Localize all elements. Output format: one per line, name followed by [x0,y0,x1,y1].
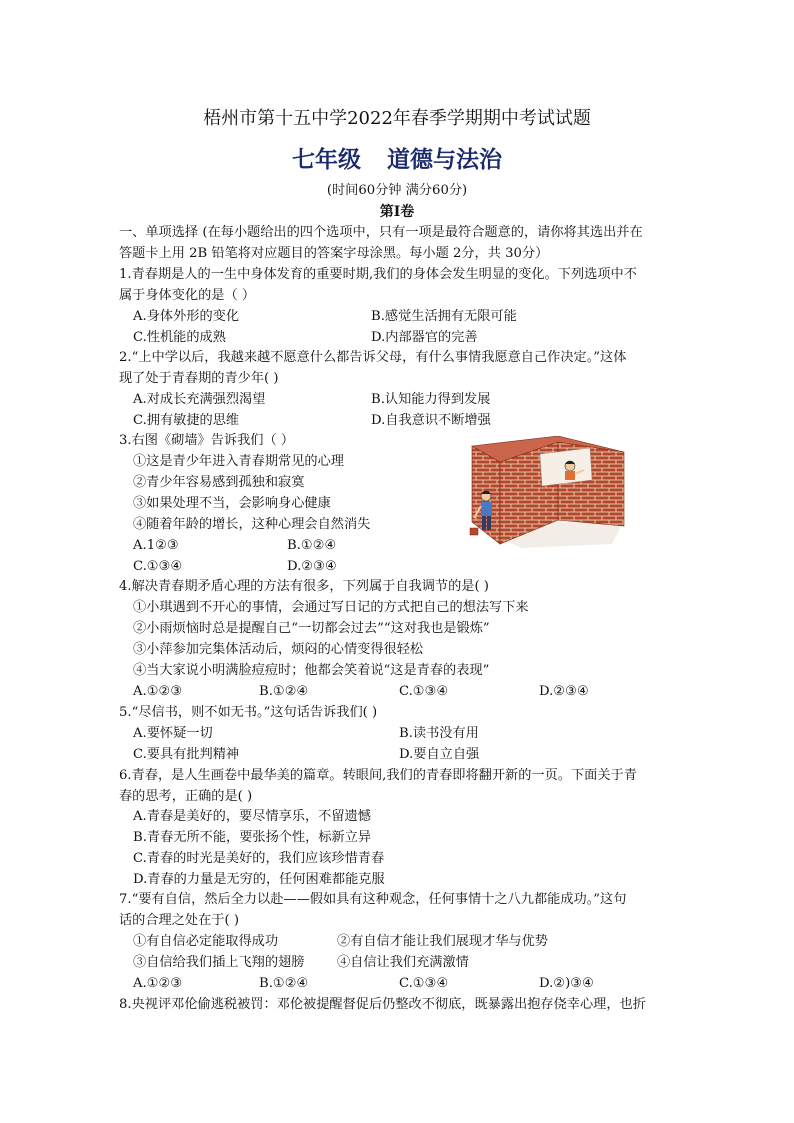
q5-option-d: D.要自立自强 [399,747,480,762]
q2-stem-line2: 现了处于青春期的青少年( ) [119,371,279,386]
q3-option-d: D.②③④ [287,559,337,574]
subject-label: 道德与法治 [387,146,502,173]
q6-stem-line1: 6.青春，是人生画卷中最华美的篇章。转眼间,我们的青春即将翻开新的一页。下面关于青 [119,768,637,783]
q7-item-1: ①有自信必定能取得成功 [133,934,279,949]
q7-option-a: A.①②③ [133,976,183,991]
q3-item-2: ②青少年容易感到孤独和寂寞 [133,475,305,490]
q7-item-4: ④自信让我们充满激情 [337,955,469,970]
exam-title: 梧州市第十五中学2022年春季学期期中考试试题 [203,108,591,129]
q1-option-a: A.身体外形的变化 [133,309,240,324]
q3-item-3: ③如果处理不当，会影响身心健康 [133,496,331,511]
q5-option-a: A.要怀疑一切 [133,726,213,741]
q6-option-a: A.青春是美好的，要尽情享乐，不留遗憾 [133,809,371,824]
q1-option-d: D.内部器官的完善 [371,330,478,345]
q3-option-c: C.①③④ [133,559,183,574]
time-info: (时间60分钟 满分60分) [326,183,468,198]
q2-option-b: B.认知能力得到发展 [371,392,491,407]
q7-stem-line2: 话的合理之处在于( ) [119,913,239,928]
q2-option-d: D.自我意识不断增强 [371,413,491,428]
q2-option-a: A.对成长充满强烈渴望 [133,392,266,407]
q4-item-1: ①小琪遇到不开心的事情，会通过写日记的方式把自己的想法写下来 [133,600,529,615]
q7-item-3: ③自信给我们插上飞翔的翅膀 [133,955,305,970]
q4-item-3: ③小萍参加完集体活动后，烦闷的心情变得很轻松 [133,642,424,657]
q2-stem-line1: 2.“上中学以后，我越来越不愿意什么都告诉父母，有什么事情我愿意自己作决定。”这体 [119,350,627,365]
q1-stem-line1: 1.青春期是人的一生中身体发育的重要时期,我们的身体会发生明显的变化。下列选项中不 [119,267,637,282]
q4-option-d: D.②③④ [539,684,589,699]
q6-option-d: D.青春的力量是无穷的，任何困难都能克服 [133,872,385,887]
q3-stem: 3.右图《砌墙》告诉我们（ ） [119,433,295,448]
q7-stem-line1: 7.“要有自信，然后全力以赴——假如具有这种观念，任何事情十之八九都能成功。”这句 [119,892,627,907]
q7-item-2: ②有自信才能让我们展现才华与优势 [337,934,548,949]
q8-stem-line1: 8.央视评邓伦偷逃税被罚：邓伦被提醒督促后仍整改不彻底，既暴露出抱存侥幸心理，也折 [119,997,646,1012]
q1-option-b: B.感觉生活拥有无限可能 [371,309,517,324]
q3-option-b: B.①②④ [287,538,337,553]
q3-item-4: ④随着年龄的增长，这种心理会自然消失 [133,517,371,532]
q6-option-b: B.青春无所不能，要张扬个性，标新立异 [133,830,372,845]
section-instruction-line1: 一、单项选择 (在每小题给出的四个选项中，只有一项是最符合题意的，请你将其选出并在 [119,225,643,240]
q2-option-c: C.拥有敏捷的思维 [133,413,240,428]
q3-option-a: A.1②③ [133,538,179,553]
q3-item-1: ①这是青少年进入青春期常见的心理 [133,454,344,469]
q4-option-b: B.①②④ [259,684,309,699]
q4-stem: 4.解决青春期矛盾心理的方法有很多，下列属于自我调节的是( ) [119,579,489,594]
q4-option-a: A.①②③ [133,684,183,699]
subject-heading [0,146,794,174]
q4-item-2: ②小雨烦恼时总是提醒自己“一切都会过去”“这对我也是锻炼” [133,621,490,636]
q5-option-c: C.要具有批判精神 [133,747,240,762]
grade-label: 七年级 [292,146,361,173]
q6-option-c: C.青春的时光是美好的，我们应该珍惜青春 [133,851,385,866]
q7-option-d: D.②)③④ [539,976,594,991]
q1-option-c: C.性机能的成熟 [133,330,226,345]
part-heading: 第Ⅰ卷 [379,204,415,220]
q7-option-c: C.①③④ [399,976,449,991]
q6-stem-line2: 春的思考，正确的是( ) [119,789,253,804]
section-instruction-line2: 答题卡上用 2B 铅笔将对应题目的答案字母涂黑。每小题 2分，共 30分） [119,246,549,261]
q4-option-c: C.①③④ [399,684,449,699]
q5-stem: 5.“尽信书，则不如无书。”这句话告诉我们( ) [119,705,378,720]
q7-option-b: B.①②④ [259,976,309,991]
q5-option-b: B.读书没有用 [399,726,479,741]
brick-wall-cartoon [462,436,626,550]
q1-stem-line2: 属于身体变化的是（ ） [119,288,256,303]
q4-item-4: ④当大家说小明满脸痘痘时；他都会笑着说“这是青春的表现” [133,663,490,678]
